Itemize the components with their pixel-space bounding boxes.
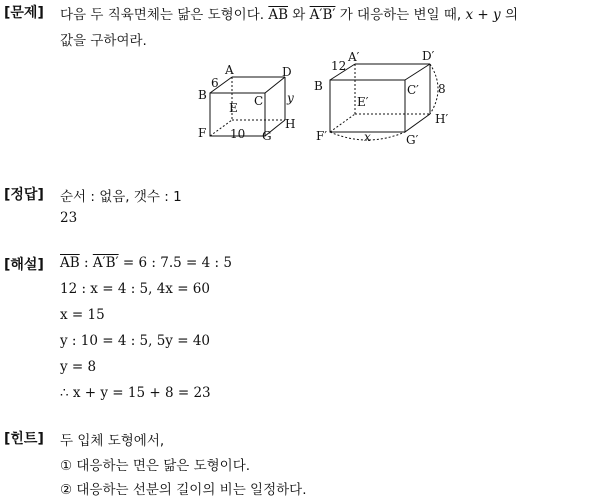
small-len-fg: 10 <box>230 127 246 141</box>
small-label-f: F <box>198 126 207 140</box>
small-hidden-fe <box>210 120 232 136</box>
small-label-g: G <box>262 129 272 143</box>
solution-tag: [해설] <box>4 257 44 273</box>
small-label-e: E <box>229 101 238 115</box>
problem-text-line2: 값을 구하여라. <box>60 33 147 49</box>
problem-text-b: 와 <box>288 7 310 23</box>
segment-apbp: A′B′ <box>309 7 336 23</box>
cuboid-figures <box>190 50 470 150</box>
small-edge-cd <box>265 77 285 93</box>
large-edge-cd <box>405 64 430 80</box>
small-len-ab: 6 <box>211 76 219 90</box>
answer-line2: 23 <box>60 210 78 226</box>
solution-line3: x = 15 <box>60 307 105 323</box>
small-label-b: B <box>198 88 207 102</box>
hint-line3: ② 대응하는 선분의 길이의 비는 일정하다. <box>60 482 307 498</box>
large-cuboid <box>330 64 438 140</box>
hint-line1: 두 입체 도형에서, <box>60 433 165 449</box>
large-len-fg: x <box>364 130 371 144</box>
small-cuboid <box>210 77 285 136</box>
large-label-h: H′ <box>435 112 449 126</box>
large-label-f: F′ <box>316 129 328 143</box>
problem-text-c: 가 대응하는 변일 때, <box>335 7 466 23</box>
small-label-c: C <box>254 94 264 108</box>
large-brace-dh <box>430 64 438 114</box>
small-label-h: H <box>285 117 296 131</box>
small-len-dh: y <box>287 91 294 105</box>
large-label-c: C′ <box>407 83 419 97</box>
small-label-a: A <box>225 63 234 77</box>
solution-line4: y : 10 = 4 : 5, 5y = 40 <box>60 333 211 349</box>
solution-line5: y = 8 <box>60 359 97 375</box>
solution-segment-apbp: A′B′ <box>92 255 119 271</box>
expr-x-plus-y: x + y <box>465 7 501 23</box>
hint-line2: ① 대응하는 면은 닮은 도형이다. <box>60 458 251 474</box>
problem-tag: [문제] <box>4 5 44 21</box>
large-len-dh: 8 <box>438 82 446 96</box>
large-edge-gh <box>405 114 430 132</box>
problem-text-d: 의 <box>500 7 518 23</box>
problem-text-line1 <box>60 3 518 23</box>
answer-tag: [정답] <box>4 187 44 203</box>
solution-line2: 12 : x = 4 : 5, 4x = 60 <box>60 281 210 297</box>
solution-segment-ab: $\overline{AB}$ <box>60 255 80 271</box>
large-len-ab: 12 <box>331 59 347 73</box>
solution-line1 <box>60 255 232 271</box>
solution-ratio: = 6 : 7.5 = 4 : 5 <box>118 255 232 271</box>
large-label-b: B <box>314 79 323 93</box>
large-label-a: A′ <box>348 50 360 64</box>
solution-colon: : <box>79 255 93 271</box>
solution-line6: ∴ x + y = 15 + 8 = 23 <box>60 385 211 401</box>
answer-line1: 순서 : 없음, 갯수 : 1 <box>60 189 182 205</box>
large-label-d: D′ <box>422 50 435 63</box>
hint-tag: [힌트] <box>4 431 44 447</box>
large-label-g: G′ <box>406 133 419 147</box>
segment-ab: $\overline{AB}$ <box>268 7 288 23</box>
large-hidden-fe <box>330 114 355 132</box>
problem-text-a: 다음 두 직육면체는 닮은 도형이다. <box>60 7 269 23</box>
small-label-d: D <box>282 65 292 79</box>
small-labels <box>198 63 295 143</box>
large-label-e: E′ <box>357 95 369 109</box>
